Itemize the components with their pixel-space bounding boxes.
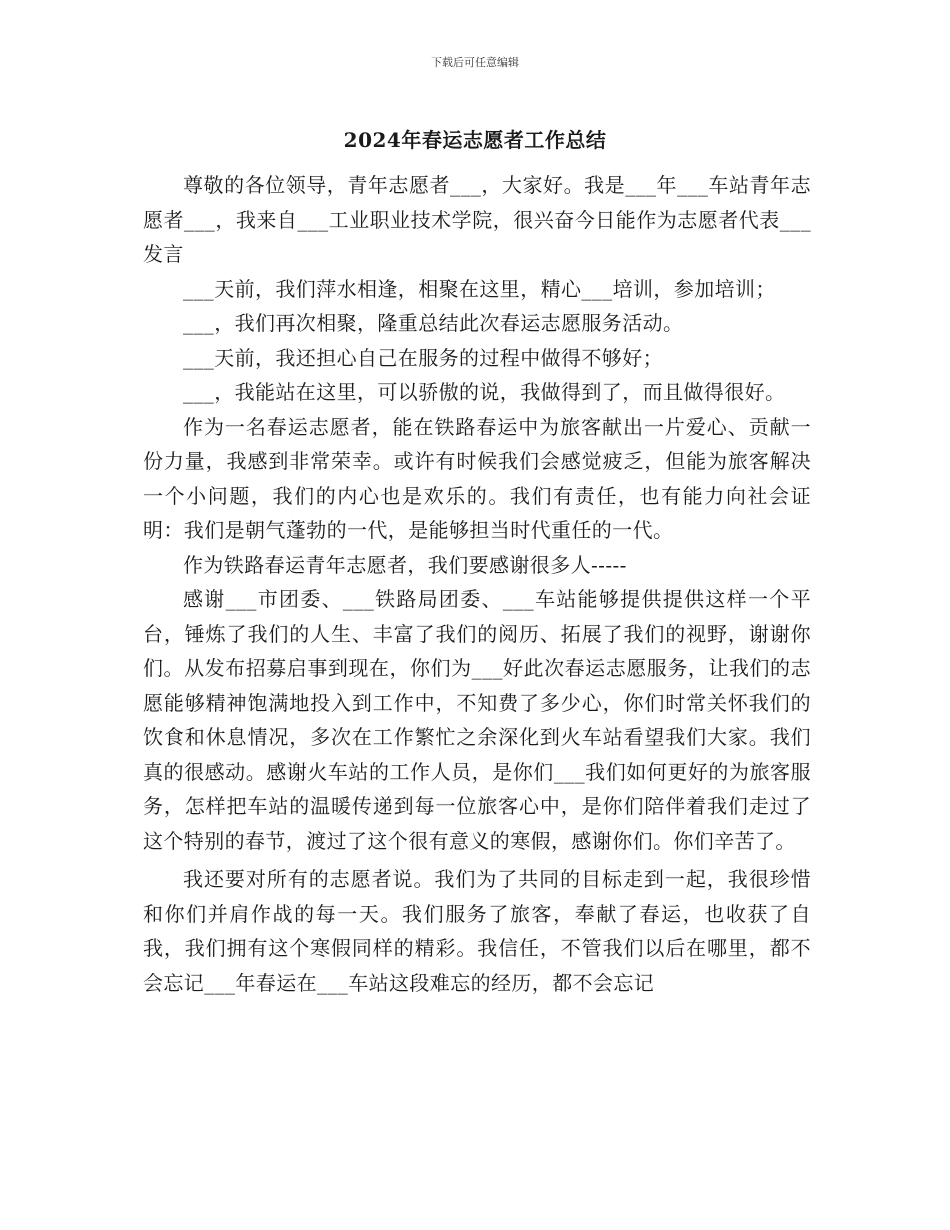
paragraph-proud: ___，我能站在这里，可以骄傲的说，我做得到了，而且做得很好。 xyxy=(183,380,786,404)
paragraph-to-volunteers: 我还要对所有的志愿者说。我们为了共同的目标走到一起，我很珍惜和你们并肩作战的每一天。我们服务了旅客，奉献了春运，也收获了自我，我们拥有这个寒假同样的精彩。我信任，不管我们以后在哪里，都不会忘记___年春运在___车站这段难忘的经历，都不会忘记 xyxy=(143,867,811,995)
document-title: 2024年春运志愿者工作总结 xyxy=(343,128,607,152)
paragraph-honor: 作为一名春运志愿者，能在铁路春运中为旅客献出一片爱心、贡献一份力量，我感到非常荣幸。或许有时候我们会感觉疲乏，但能为旅客解决一个小问题，我们的内心也是欢乐的。我们有责任，也有能力向社会证明：我们是朝气蓬勃的一代，是能够担当时代重任的一代。 xyxy=(143,414,811,542)
header-note: 下载后可任意编辑 xyxy=(431,56,519,69)
paragraph-thanks-intro: 作为铁路春运青年志愿者，我们要感谢很多人----- xyxy=(183,552,627,577)
paragraph-greeting: 尊敬的各位领导，青年志愿者___，大家好。我是___年___车站青年志愿者___，我来自___工业职业技术学院，很兴奋今日能作为志愿者代表___发言 xyxy=(143,173,811,266)
paragraph-worry: ___天前，我还担心自己在服务的过程中做得不够好； xyxy=(183,345,663,370)
paragraph-thanks-detail: 感谢___市团委、___铁路局团委、___车站能够提供提供这样一个平台，锤炼了我们的人生、丰富了我们的阅历、拓展了我们的视野，谢谢你们。从发布招募启事到现在，你们为___好此次春运志愿服务，让我们的志愿能够精神饱满地投入到工作中，不知费了多少心，你们时常关怀我们的饮食和休息情况，多次在工作繁忙之余深化到火车站看望我们大家。我们真的很感动。感谢火车站的工作人员，是你们___我们如何更好的为旅客服务，怎样把车站的温暖传递到每一位旅客心中，是你们陪伴着我们走过了这个特别的春节，渡过了这个很有意义的寒假，感谢你们。你们辛苦了。 xyxy=(143,587,811,853)
paragraph-days-ago-met: ___天前，我们萍水相逢，相聚在这里，精心___培训，参加培训； xyxy=(183,276,776,301)
paragraph-gather-again: ___，我们再次相聚，隆重总结此次春运志愿服务活动。 xyxy=(183,311,684,335)
document-body xyxy=(143,168,811,1000)
